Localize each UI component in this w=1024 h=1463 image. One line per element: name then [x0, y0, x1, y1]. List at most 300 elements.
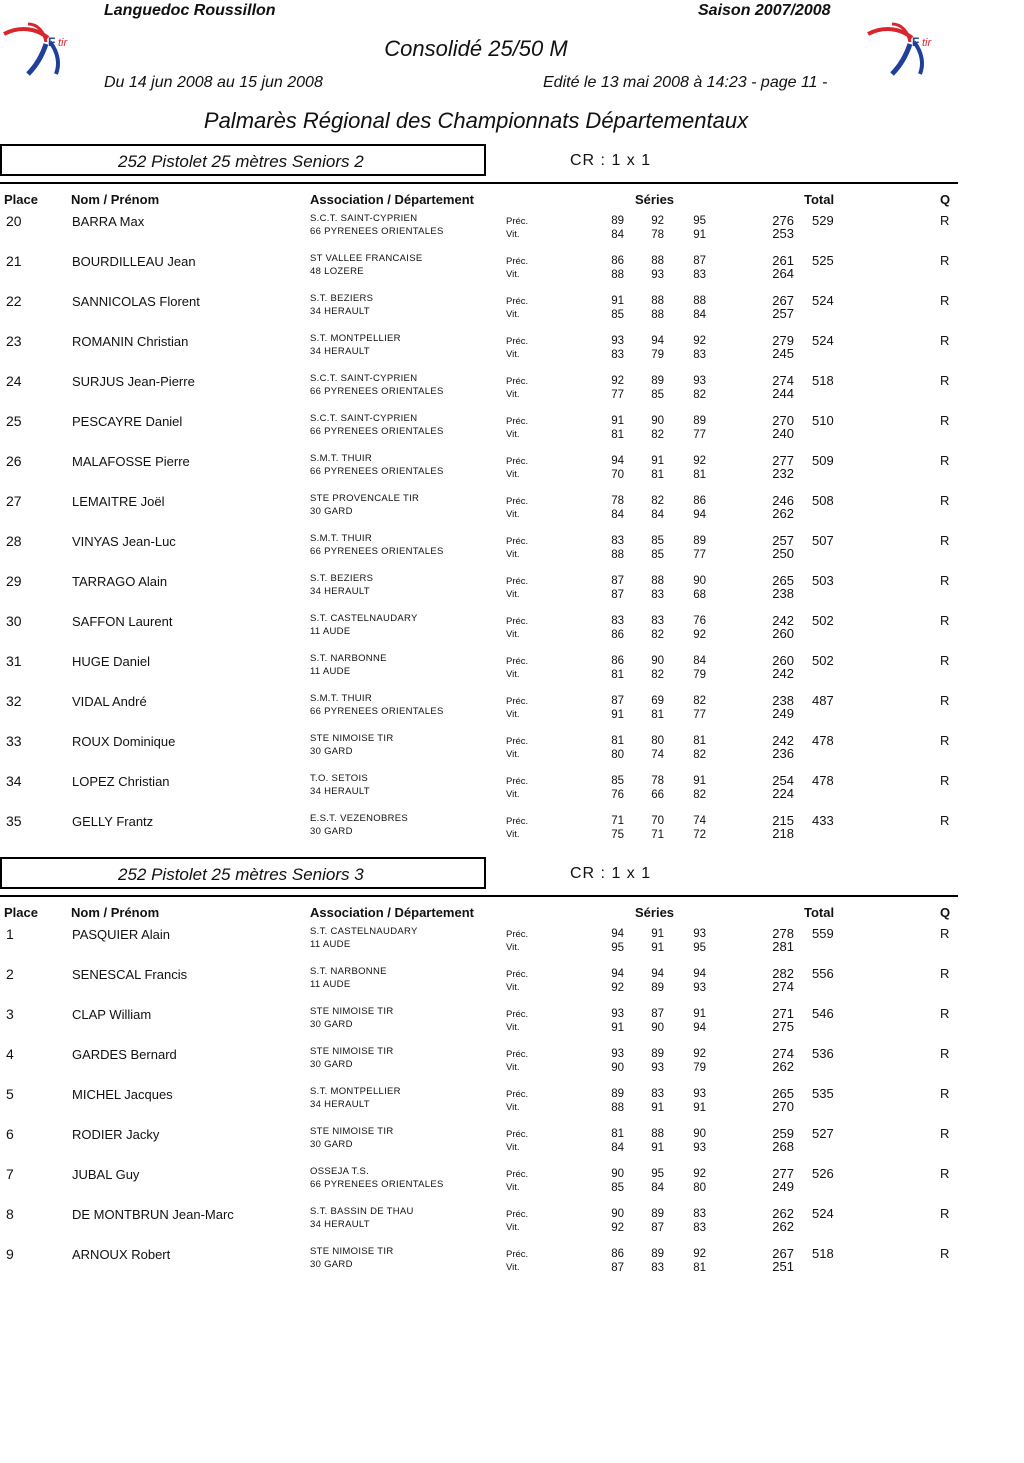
- season-label: Saison 2007/2008: [698, 2, 831, 19]
- speed-label: Vit.: [506, 469, 520, 480]
- precision-label: Préc.: [506, 616, 529, 627]
- precision-subtotal: 270: [772, 413, 794, 428]
- speed-series-score: 93: [693, 1142, 706, 1154]
- total-score: 487: [812, 693, 834, 708]
- place-cell: 8: [6, 1206, 14, 1222]
- precision-label: Préc.: [506, 216, 529, 227]
- total-score: 527: [812, 1126, 834, 1141]
- qualification-flag: R: [940, 1206, 950, 1221]
- department-name: 30 GARD: [310, 1259, 353, 1270]
- speed-label: Vit.: [506, 829, 520, 840]
- precision-subtotal: 279: [772, 333, 794, 348]
- table-row: [0, 254, 1024, 294]
- precision-series-score: 91: [611, 415, 624, 427]
- speed-series-score: 74: [651, 749, 664, 761]
- speed-subtotal: 218: [772, 826, 794, 841]
- precision-series-score: 94: [611, 455, 624, 467]
- speed-series-score: 90: [611, 1062, 624, 1074]
- department-name: 66 PYRENEES ORIENTALES: [310, 706, 444, 717]
- speed-subtotal: 251: [772, 1259, 794, 1274]
- precision-label: Préc.: [506, 776, 529, 787]
- table-row: [0, 494, 1024, 534]
- department-name: 30 GARD: [310, 1059, 353, 1070]
- speed-series-score: 70: [611, 469, 624, 481]
- edited-info: Edité le 13 mai 2008 à 14:23 - page 11 -: [543, 74, 828, 91]
- club-name: S.T. NARBONNE: [310, 653, 387, 664]
- speed-subtotal: 245: [772, 346, 794, 361]
- speed-subtotal: 244: [772, 386, 794, 401]
- department-name: 30 GARD: [310, 746, 353, 757]
- precision-series-score: 92: [693, 1168, 706, 1180]
- club-name: S.M.T. THUIR: [310, 693, 373, 704]
- club-name: S.T. BEZIERS: [310, 293, 374, 304]
- department-name: 34 HERAULT: [310, 586, 370, 597]
- speed-series-score: 88: [611, 269, 624, 281]
- precision-series-score: 94: [611, 968, 624, 980]
- speed-series-score: 77: [611, 389, 624, 401]
- table-row: [0, 1167, 1024, 1207]
- precision-label: Préc.: [506, 929, 529, 940]
- club-name: S.T. NARBONNE: [310, 966, 387, 977]
- speed-label: Vit.: [506, 1022, 520, 1033]
- precision-subtotal: 276: [772, 213, 794, 228]
- page-title: Consolidé 25/50 M: [384, 36, 568, 61]
- table-row: [0, 534, 1024, 574]
- speed-label: Vit.: [506, 749, 520, 760]
- precision-series-score: 89: [611, 1088, 624, 1100]
- precision-label: Préc.: [506, 1209, 529, 1220]
- precision-series-score: 95: [693, 215, 706, 227]
- precision-subtotal: 242: [772, 733, 794, 748]
- speed-label: Vit.: [506, 509, 520, 520]
- speed-series-score: 79: [693, 1062, 706, 1074]
- department-name: 48 LOZERE: [310, 266, 364, 277]
- speed-series-score: 78: [651, 229, 664, 241]
- precision-subtotal: 257: [772, 533, 794, 548]
- shooter-name: VIDAL André: [72, 694, 147, 709]
- precision-series-score: 82: [693, 695, 706, 707]
- department-name: 66 PYRENEES ORIENTALES: [310, 426, 444, 437]
- speed-subtotal: 232: [772, 466, 794, 481]
- qualification-flag: R: [940, 613, 950, 628]
- precision-label: Préc.: [506, 1249, 529, 1260]
- precision-subtotal: 277: [772, 1166, 794, 1181]
- speed-subtotal: 257: [772, 306, 794, 321]
- place-cell: 26: [6, 453, 22, 469]
- precision-label: Préc.: [506, 816, 529, 827]
- department-name: 30 GARD: [310, 506, 353, 517]
- document-heading: Palmarès Régional des Championnats Départementaux: [203, 108, 749, 133]
- speed-subtotal: 262: [772, 1219, 794, 1234]
- precision-series-score: 93: [693, 1088, 706, 1100]
- precision-subtotal: 262: [772, 1206, 794, 1221]
- speed-series-score: 88: [611, 1102, 624, 1114]
- precision-series-score: 89: [651, 1048, 664, 1060]
- shooter-name: BARRA Max: [72, 214, 145, 229]
- speed-label: Vit.: [506, 942, 520, 953]
- cr-label: CR : 1 x 1: [570, 152, 652, 169]
- table-row: [0, 1127, 1024, 1167]
- precision-subtotal: 259: [772, 1126, 794, 1141]
- precision-label: Préc.: [506, 416, 529, 427]
- precision-label: Préc.: [506, 1129, 529, 1140]
- shooter-name: SANNICOLAS Florent: [72, 294, 200, 309]
- svg-text:F: F: [48, 35, 56, 49]
- precision-label: Préc.: [506, 576, 529, 587]
- speed-series-score: 93: [651, 269, 664, 281]
- precision-series-score: 83: [651, 1088, 664, 1100]
- place-cell: 28: [6, 533, 22, 549]
- qualification-flag: R: [940, 1126, 950, 1141]
- club-name: STE NIMOISE TIR: [310, 733, 394, 744]
- speed-label: Vit.: [506, 549, 520, 560]
- precision-series-score: 81: [611, 1128, 624, 1140]
- department-name: 11 AUDE: [310, 626, 351, 637]
- speed-series-score: 82: [693, 389, 706, 401]
- speed-series-score: 91: [693, 229, 706, 241]
- precision-series-score: 78: [651, 775, 664, 787]
- speed-series-score: 81: [611, 669, 624, 681]
- precision-subtotal: 215: [772, 813, 794, 828]
- speed-subtotal: 281: [772, 939, 794, 954]
- precision-series-score: 76: [693, 615, 706, 627]
- total-score: 525: [812, 253, 834, 268]
- col-name-header: Nom / Prénom: [71, 905, 160, 920]
- precision-series-score: 93: [611, 335, 624, 347]
- precision-subtotal: 277: [772, 453, 794, 468]
- precision-series-score: 93: [611, 1048, 624, 1060]
- table-row: [0, 574, 1024, 614]
- place-cell: 20: [6, 213, 22, 229]
- precision-series-score: 82: [651, 495, 664, 507]
- precision-series-score: 83: [611, 535, 624, 547]
- speed-subtotal: 249: [772, 1179, 794, 1194]
- precision-series-score: 83: [611, 615, 624, 627]
- shooter-name: HUGE Daniel: [72, 654, 151, 669]
- speed-label: Vit.: [506, 349, 520, 360]
- qualification-flag: R: [940, 773, 950, 788]
- svg-text:tir: tir: [58, 37, 68, 49]
- precision-series-score: 86: [611, 255, 624, 267]
- club-name: S.T. BASSIN DE THAU: [310, 1206, 414, 1217]
- precision-series-score: 88: [651, 1128, 664, 1140]
- speed-series-score: 77: [693, 709, 706, 721]
- place-cell: 31: [6, 653, 22, 669]
- total-score: 524: [812, 293, 834, 308]
- speed-label: Vit.: [506, 389, 520, 400]
- precision-series-score: 87: [651, 1008, 664, 1020]
- total-score: 502: [812, 653, 834, 668]
- table-row: [0, 294, 1024, 334]
- shooter-name: ROUX Dominique: [72, 734, 176, 749]
- results-table: [0, 214, 1024, 854]
- shooter-name: DE MONTBRUN Jean-Marc: [72, 1207, 234, 1222]
- precision-series-score: 90: [611, 1168, 624, 1180]
- speed-series-score: 90: [651, 1022, 664, 1034]
- club-name: OSSEJA T.S.: [310, 1166, 370, 1177]
- date-range: Du 14 jun 2008 au 15 jun 2008: [104, 74, 323, 91]
- total-score: 526: [812, 1166, 834, 1181]
- total-score: 535: [812, 1086, 834, 1101]
- shooter-name: CLAP William: [72, 1007, 152, 1022]
- qualification-flag: R: [940, 573, 950, 588]
- table-row: [0, 1047, 1024, 1087]
- precision-series-score: 87: [611, 695, 624, 707]
- event-box: [0, 144, 486, 176]
- precision-subtotal: 267: [772, 293, 794, 308]
- place-cell: 33: [6, 733, 22, 749]
- speed-series-score: 75: [611, 829, 624, 841]
- precision-subtotal: 274: [772, 373, 794, 388]
- table-row: [0, 614, 1024, 654]
- precision-subtotal: 271: [772, 1006, 794, 1021]
- qualification-flag: R: [940, 373, 950, 388]
- precision-subtotal: 242: [772, 613, 794, 628]
- speed-series-score: 72: [693, 829, 706, 841]
- department-name: 66 PYRENEES ORIENTALES: [310, 466, 444, 477]
- department-name: 34 HERAULT: [310, 1099, 370, 1110]
- speed-series-score: 81: [693, 1262, 706, 1274]
- shooter-name: LOPEZ Christian: [72, 774, 170, 789]
- total-score: 524: [812, 1206, 834, 1221]
- precision-series-score: 80: [651, 735, 664, 747]
- speed-series-score: 83: [693, 269, 706, 281]
- table-row: [0, 734, 1024, 774]
- precision-series-score: 90: [693, 1128, 706, 1140]
- precision-series-score: 91: [693, 1008, 706, 1020]
- precision-label: Préc.: [506, 456, 529, 467]
- speed-series-score: 68: [693, 589, 706, 601]
- club-name: S.T. MONTPELLIER: [310, 333, 401, 344]
- speed-label: Vit.: [506, 709, 520, 720]
- precision-label: Préc.: [506, 496, 529, 507]
- table-row: [0, 654, 1024, 694]
- precision-label: Préc.: [506, 376, 529, 387]
- precision-label: Préc.: [506, 1009, 529, 1020]
- speed-series-score: 80: [693, 1182, 706, 1194]
- club-name: ST VALLEE FRANCAISE: [310, 253, 423, 264]
- speed-series-score: 94: [693, 509, 706, 521]
- club-name: S.C.T. SAINT-CYPRIEN: [310, 413, 418, 424]
- table-row: [0, 454, 1024, 494]
- speed-series-score: 80: [611, 749, 624, 761]
- place-cell: 27: [6, 493, 22, 509]
- qualification-flag: R: [940, 413, 950, 428]
- precision-label: Préc.: [506, 1049, 529, 1060]
- speed-subtotal: 236: [772, 746, 794, 761]
- table-row: [0, 967, 1024, 1007]
- shooter-name: LEMAITRE Joël: [72, 494, 165, 509]
- total-score: 509: [812, 453, 834, 468]
- precision-series-score: 92: [611, 375, 624, 387]
- department-name: 11 AUDE: [310, 939, 351, 950]
- speed-series-score: 81: [693, 469, 706, 481]
- qualification-flag: R: [940, 213, 950, 228]
- speed-series-score: 95: [611, 942, 624, 954]
- club-name: STE NIMOISE TIR: [310, 1046, 394, 1057]
- precision-series-score: 89: [651, 375, 664, 387]
- table-row: [0, 414, 1024, 454]
- precision-subtotal: 278: [772, 926, 794, 941]
- shooter-name: SENESCAL Francis: [72, 967, 188, 982]
- total-score: 433: [812, 813, 834, 828]
- total-score: 546: [812, 1006, 834, 1021]
- precision-series-score: 84: [693, 655, 706, 667]
- place-cell: 2: [6, 966, 14, 982]
- speed-series-score: 82: [651, 429, 664, 441]
- speed-subtotal: 260: [772, 626, 794, 641]
- speed-series-score: 83: [611, 349, 624, 361]
- total-score: 478: [812, 733, 834, 748]
- speed-series-score: 87: [651, 1222, 664, 1234]
- precision-series-score: 78: [611, 495, 624, 507]
- qualification-flag: R: [940, 1166, 950, 1181]
- speed-series-score: 87: [611, 1262, 624, 1274]
- department-name: 66 PYRENEES ORIENTALES: [310, 386, 444, 397]
- place-cell: 7: [6, 1166, 14, 1182]
- speed-series-score: 91: [611, 1022, 624, 1034]
- club-name: S.C.T. SAINT-CYPRIEN: [310, 213, 418, 224]
- speed-subtotal: 253: [772, 226, 794, 241]
- precision-series-score: 92: [693, 1048, 706, 1060]
- qualification-flag: R: [940, 533, 950, 548]
- table-row: [0, 774, 1024, 814]
- precision-series-score: 91: [651, 455, 664, 467]
- precision-series-score: 94: [693, 968, 706, 980]
- region-label: Languedoc Roussillon: [104, 2, 276, 19]
- shooter-name: GARDES Bernard: [72, 1047, 177, 1062]
- speed-series-score: 84: [651, 1182, 664, 1194]
- table-row: [0, 334, 1024, 374]
- precision-series-score: 88: [651, 295, 664, 307]
- speed-label: Vit.: [506, 269, 520, 280]
- department-name: 11 AUDE: [310, 666, 351, 677]
- speed-series-score: 82: [651, 629, 664, 641]
- precision-series-score: 86: [611, 655, 624, 667]
- shooter-name: SAFFON Laurent: [72, 614, 173, 629]
- speed-series-score: 83: [651, 589, 664, 601]
- speed-label: Vit.: [506, 982, 520, 993]
- shooter-name: JUBAL Guy: [72, 1167, 140, 1182]
- speed-series-score: 84: [651, 509, 664, 521]
- speed-series-score: 83: [651, 1262, 664, 1274]
- speed-series-score: 84: [611, 509, 624, 521]
- precision-label: Préc.: [506, 969, 529, 980]
- col-total-header: Total: [804, 905, 835, 920]
- qualification-flag: R: [940, 813, 950, 828]
- speed-label: Vit.: [506, 1182, 520, 1193]
- speed-series-score: 85: [651, 389, 664, 401]
- speed-series-score: 81: [611, 429, 624, 441]
- qualification-flag: R: [940, 1046, 950, 1061]
- club-name: S.M.T. THUIR: [310, 453, 373, 464]
- speed-subtotal: 242: [772, 666, 794, 681]
- speed-subtotal: 268: [772, 1139, 794, 1154]
- precision-series-score: 89: [651, 1208, 664, 1220]
- precision-series-score: 88: [651, 255, 664, 267]
- precision-series-score: 89: [611, 215, 624, 227]
- precision-series-score: 93: [693, 375, 706, 387]
- col-total-header: Total: [804, 192, 835, 207]
- total-score: 518: [812, 373, 834, 388]
- shooter-name: TARRAGO Alain: [72, 574, 168, 589]
- speed-series-score: 92: [611, 982, 624, 994]
- precision-series-score: 91: [611, 295, 624, 307]
- qualification-flag: R: [940, 926, 950, 941]
- precision-subtotal: 260: [772, 653, 794, 668]
- event-title: 252 Pistolet 25 mètres Seniors 2: [118, 152, 364, 171]
- speed-series-score: 95: [693, 942, 706, 954]
- precision-series-score: 88: [693, 295, 706, 307]
- table-row: [0, 814, 1024, 854]
- col-name-header: Nom / Prénom: [71, 192, 160, 207]
- precision-series-score: 94: [651, 968, 664, 980]
- club-name: STE NIMOISE TIR: [310, 1246, 394, 1257]
- speed-series-score: 79: [693, 669, 706, 681]
- precision-series-score: 83: [693, 1208, 706, 1220]
- precision-series-score: 70: [651, 815, 664, 827]
- shooter-name: PASQUIER Alain: [72, 927, 171, 942]
- precision-label: Préc.: [506, 536, 529, 547]
- place-cell: 9: [6, 1246, 14, 1262]
- svg-text:tir: tir: [922, 37, 932, 49]
- place-cell: 6: [6, 1126, 14, 1142]
- precision-label: Préc.: [506, 296, 529, 307]
- qualification-flag: R: [940, 733, 950, 748]
- speed-series-score: 92: [611, 1222, 624, 1234]
- speed-series-score: 84: [693, 309, 706, 321]
- precision-series-score: 94: [651, 335, 664, 347]
- speed-series-score: 66: [651, 789, 664, 801]
- qualification-flag: R: [940, 333, 950, 348]
- table-row: [0, 214, 1024, 254]
- place-cell: 35: [6, 813, 22, 829]
- club-name: S.T. CASTELNAUDARY: [310, 613, 418, 624]
- speed-series-score: 87: [611, 589, 624, 601]
- speed-subtotal: 274: [772, 979, 794, 994]
- speed-series-score: 94: [693, 1022, 706, 1034]
- total-score: 502: [812, 613, 834, 628]
- place-cell: 21: [6, 253, 22, 269]
- precision-subtotal: 261: [772, 253, 794, 268]
- qualification-flag: R: [940, 1086, 950, 1101]
- precision-subtotal: 282: [772, 966, 794, 981]
- speed-series-score: 77: [693, 549, 706, 561]
- place-cell: 22: [6, 293, 22, 309]
- place-cell: 3: [6, 1006, 14, 1022]
- department-name: 66 PYRENEES ORIENTALES: [310, 546, 444, 557]
- precision-label: Préc.: [506, 656, 529, 667]
- total-score: 529: [812, 213, 834, 228]
- department-name: 34 HERAULT: [310, 1219, 370, 1230]
- speed-series-score: 81: [651, 709, 664, 721]
- precision-series-score: 92: [693, 335, 706, 347]
- speed-series-score: 93: [651, 1062, 664, 1074]
- precision-series-score: 81: [611, 735, 624, 747]
- total-score: 559: [812, 926, 834, 941]
- table-row: [0, 1207, 1024, 1247]
- place-cell: 24: [6, 373, 22, 389]
- speed-series-score: 91: [611, 709, 624, 721]
- precision-series-score: 85: [611, 775, 624, 787]
- speed-series-score: 84: [611, 1142, 624, 1154]
- club-name: S.C.T. SAINT-CYPRIEN: [310, 373, 418, 384]
- department-name: 66 PYRENEES ORIENTALES: [310, 226, 444, 237]
- speed-series-score: 83: [693, 349, 706, 361]
- precision-label: Préc.: [506, 696, 529, 707]
- speed-series-score: 77: [693, 429, 706, 441]
- precision-series-score: 85: [651, 535, 664, 547]
